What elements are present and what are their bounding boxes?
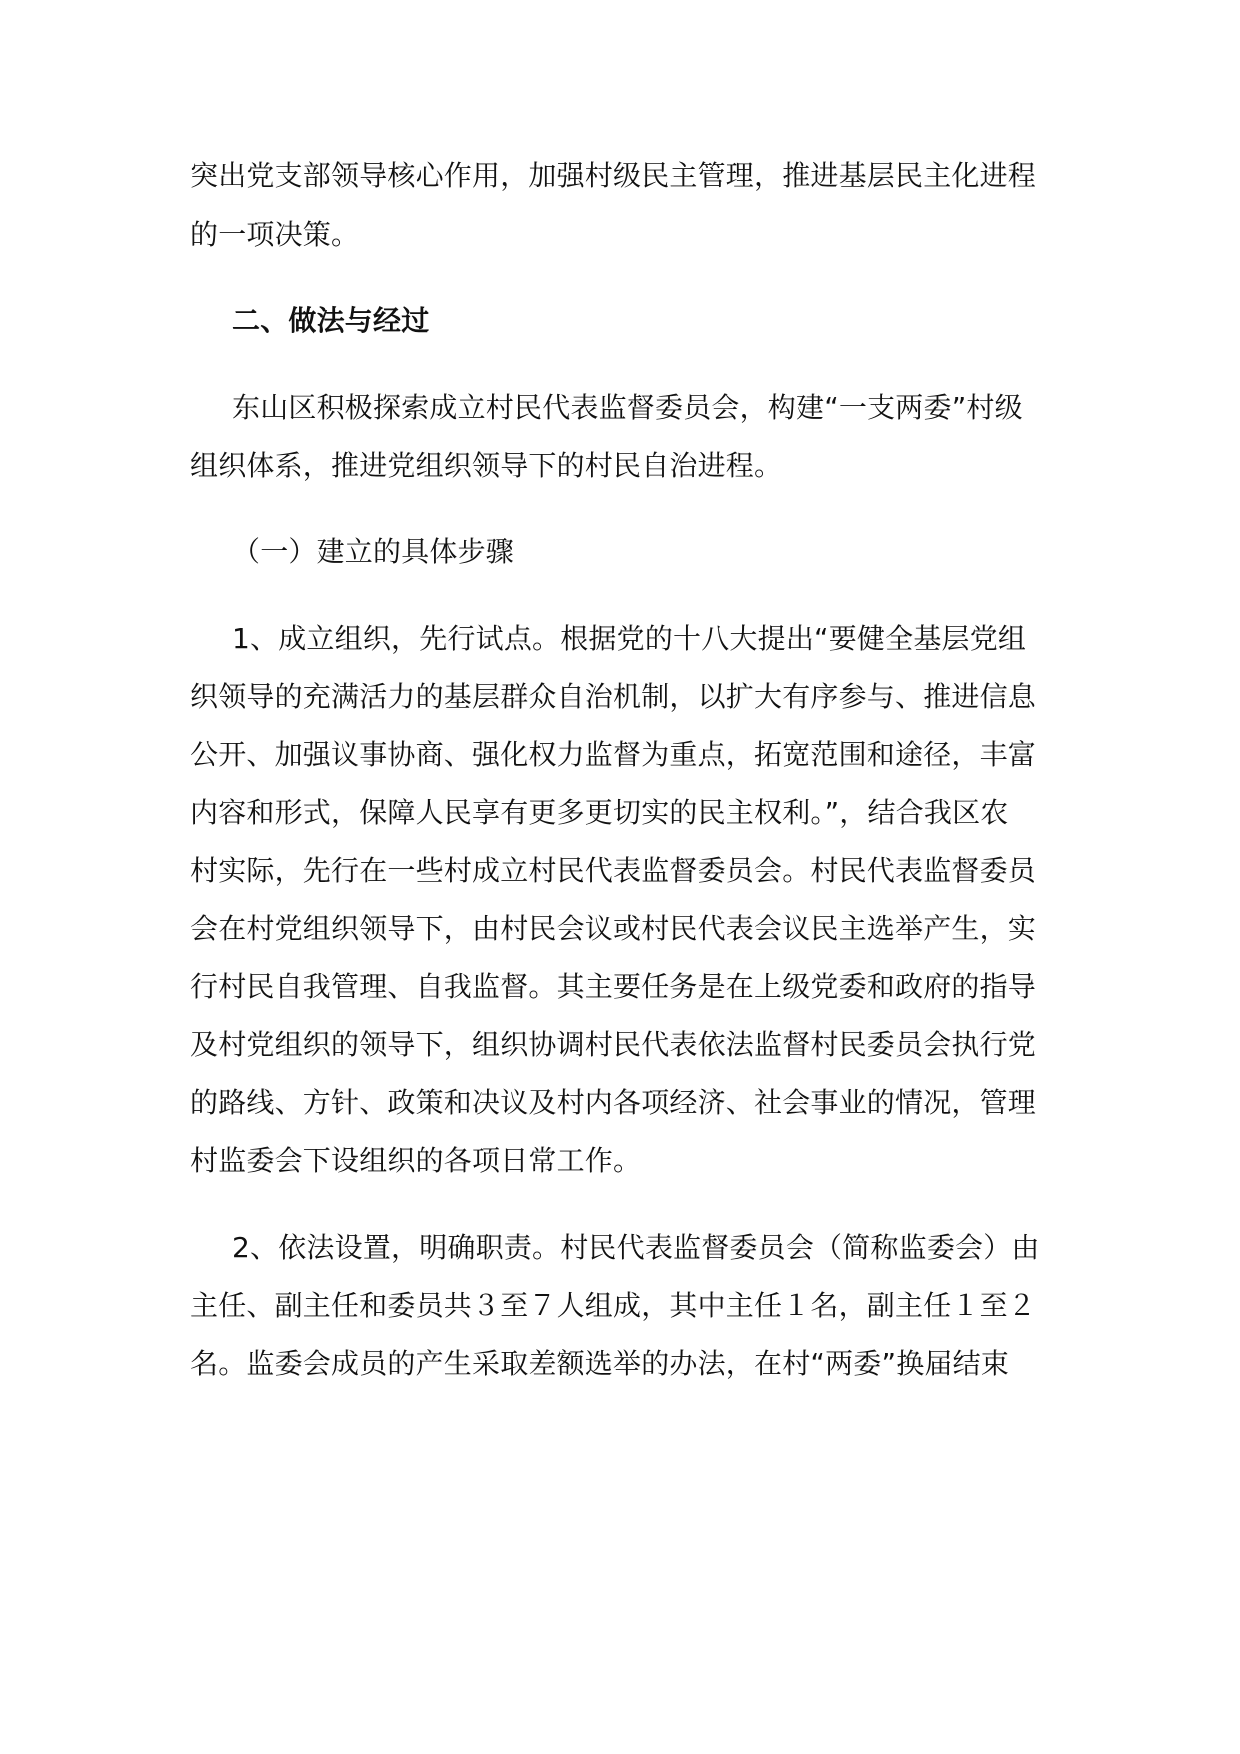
paragraph-3-line-3: 公开、加强议事协商、强化权力监督为重点，拓宽范围和途径，丰富 [190,738,1037,771]
paragraph-1-line-1: 突出党支部领导核心作用，加强村级民主管理，推进基层民主化进程 [190,159,1037,192]
paragraph-3-line-9: 的路线、方针、政策和决议及村内各项经济、社会事业的情况，管理 [190,1086,1037,1119]
paragraph-3-line-7: 行村民自我管理、自我监督。其主要任务是在上级党委和政府的指导 [190,970,1037,1003]
paragraph-3-line-5: 村实际，先行在一些村成立村民代表监督委员会。村民代表监督委员 [190,854,1037,887]
paragraph-2-line-1: 东山区积极探索成立村民代表监督委员会，构建“一支两委”村级 [232,391,1023,424]
paragraph-3-line-10: 村监委会下设组织的各项日常工作。 [190,1144,642,1177]
paragraph-3-line-6: 会在村党组织领导下，由村民会议或村民代表会议民主选举产生，实 [190,912,1037,945]
section-heading: 二、做法与经过 [232,304,430,337]
paragraph-3-line-8: 及村党组织的领导下，组织协调村民代表依法监督村民委员会执行党 [190,1028,1037,1061]
paragraph-4-line-2: 主任、副主任和委员共３至７人组成，其中主任１名，副主任１至２ [190,1289,1037,1322]
subheading: （一）建立的具体步骤 [232,535,515,568]
paragraph-3-line-1: 1、成立组织，先行试点。根据党的十八大提出“要健全基层党组 [232,622,1027,655]
paragraph-2-line-2: 组织体系，推进党组织领导下的村民自治进程。 [190,449,783,482]
paragraph-4-line-3: 名。监委会成员的产生采取差额选举的办法，在村“两委”换届结束 [190,1347,1010,1380]
paragraph-1-line-2: 的一项决策。 [190,218,360,251]
paragraph-3-line-4: 内容和形式，保障人民享有更多更切实的民主权利。”，结合我区农 [190,796,1009,829]
paragraph-3-line-2: 织领导的充满活力的基层群众自治机制，以扩大有序参与、推进信息 [190,680,1037,713]
paragraph-4-line-1: 2、依法设置，明确职责。村民代表监督委员会（简称监委会）由 [232,1231,1040,1264]
